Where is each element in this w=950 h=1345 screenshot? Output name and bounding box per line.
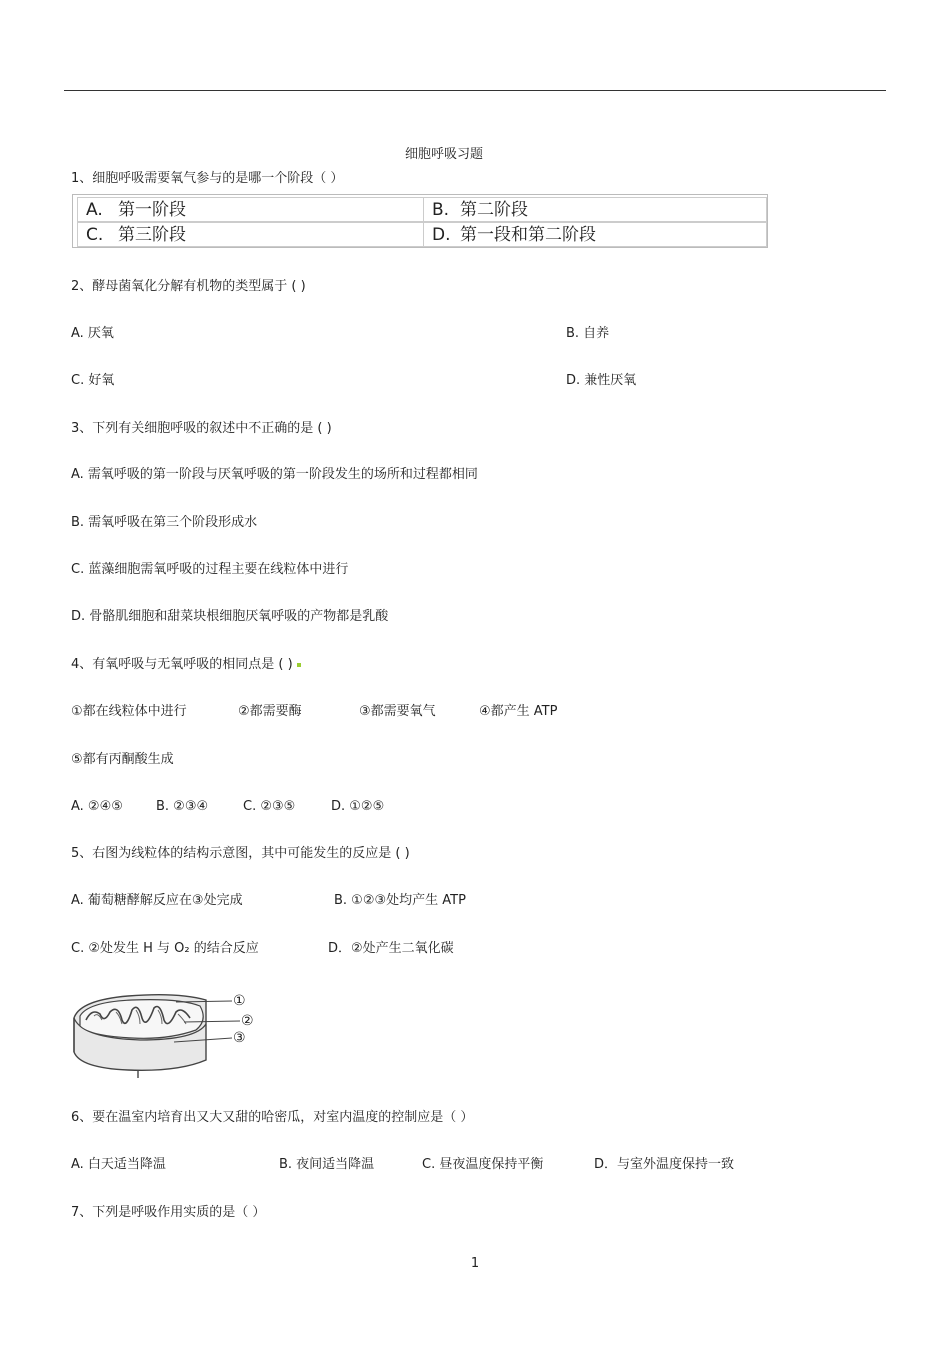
q4-item-3: ③都需要氧气 [359, 704, 436, 719]
q4-item-5: ⑤都有丙酮酸生成 [71, 752, 174, 767]
q5-option-a[interactable]: A. 葡萄糖酵解反应在③处完成 [71, 893, 243, 908]
q4-option-d[interactable]: D. ①②⑤ [331, 799, 385, 814]
diagram-label-2: ② [241, 1013, 254, 1029]
q1-option-c[interactable]: C. 第三阶段 [77, 222, 425, 247]
q1-option-b[interactable]: B. 第二阶段 [423, 197, 767, 222]
q5-option-c[interactable]: C. ②处发生 H 与 O₂ 的结合反应 [71, 941, 259, 956]
q3-option-b[interactable]: B. 需氧呼吸在第三个阶段形成水 [71, 515, 258, 530]
q2-option-a[interactable]: A. 厌氧 [71, 326, 114, 341]
q3-stem: 3、下列有关细胞呼吸的叙述中不正确的是 ( ) [71, 421, 332, 436]
q5-option-b[interactable]: B. ①②③处均产生 ATP [334, 893, 466, 908]
q6-option-c[interactable]: C. 昼夜温度保持平衡 [422, 1157, 544, 1172]
q4-stem: 4、有氧呼吸与无氧呼吸的相同点是 ( ) [71, 656, 301, 674]
q1-stem: 1、细胞呼吸需要氧气参与的是哪一个阶段（ ） [71, 171, 344, 186]
q4-option-b[interactable]: B. ②③④ [156, 799, 209, 814]
q4-item-4: ④都产生 ATP [479, 704, 558, 719]
page-title: 细胞呼吸习题 [404, 147, 483, 162]
q5-option-d[interactable]: D．②处产生二氧化碳 [328, 941, 454, 956]
q1-option-a[interactable]: A. 第一阶段 [77, 197, 425, 222]
mitochondrion-diagram [68, 990, 268, 1082]
diagram-label-1: ① [233, 993, 246, 1009]
q3-option-c[interactable]: C. 蓝藻细胞需氧呼吸的过程主要在线粒体中进行 [71, 562, 349, 577]
q2-stem: 2、酵母菌氧化分解有机物的类型属于 ( ) [71, 279, 306, 294]
q4-option-c[interactable]: C. ②③⑤ [243, 799, 296, 814]
q6-stem: 6、要在温室内培育出又大又甜的哈密瓜，对室内温度的控制应是（ ） [71, 1110, 474, 1125]
q2-option-b[interactable]: B. 自养 [566, 326, 610, 341]
q2-option-d[interactable]: D. 兼性厌氧 [566, 373, 637, 388]
q6-option-d[interactable]: D．与室外温度保持一致 [594, 1157, 735, 1172]
q6-option-a[interactable]: A. 白天适当降温 [71, 1157, 166, 1172]
q3-option-d[interactable]: D. 骨骼肌细胞和甜菜块根细胞厌氧呼吸的产物都是乳酸 [71, 609, 389, 624]
page-number: 1 [470, 1256, 480, 1271]
q2-option-c[interactable]: C. 好氧 [71, 373, 115, 388]
q3-option-a[interactable]: A. 需氧呼吸的第一阶段与厌氧呼吸的第一阶段发生的场所和过程都相同 [71, 467, 478, 482]
q4-item-2: ②都需要酶 [238, 704, 302, 719]
green-dot-mark [297, 663, 301, 667]
q7-stem: 7、下列是呼吸作用实质的是（ ） [71, 1205, 266, 1220]
q4-item-1: ①都在线粒体中进行 [71, 704, 187, 719]
q6-option-b[interactable]: B. 夜间适当降温 [279, 1157, 375, 1172]
q4-option-a[interactable]: A. ②④⑤ [71, 799, 123, 814]
q1-options-table [72, 194, 768, 248]
q1-option-d[interactable]: D. 第一段和第二阶段 [423, 222, 767, 247]
diagram-label-3: ③ [233, 1030, 246, 1046]
q5-stem: 5、右图为线粒体的结构示意图，其中可能发生的反应是 ( ) [71, 846, 410, 861]
header-rule [64, 90, 886, 91]
